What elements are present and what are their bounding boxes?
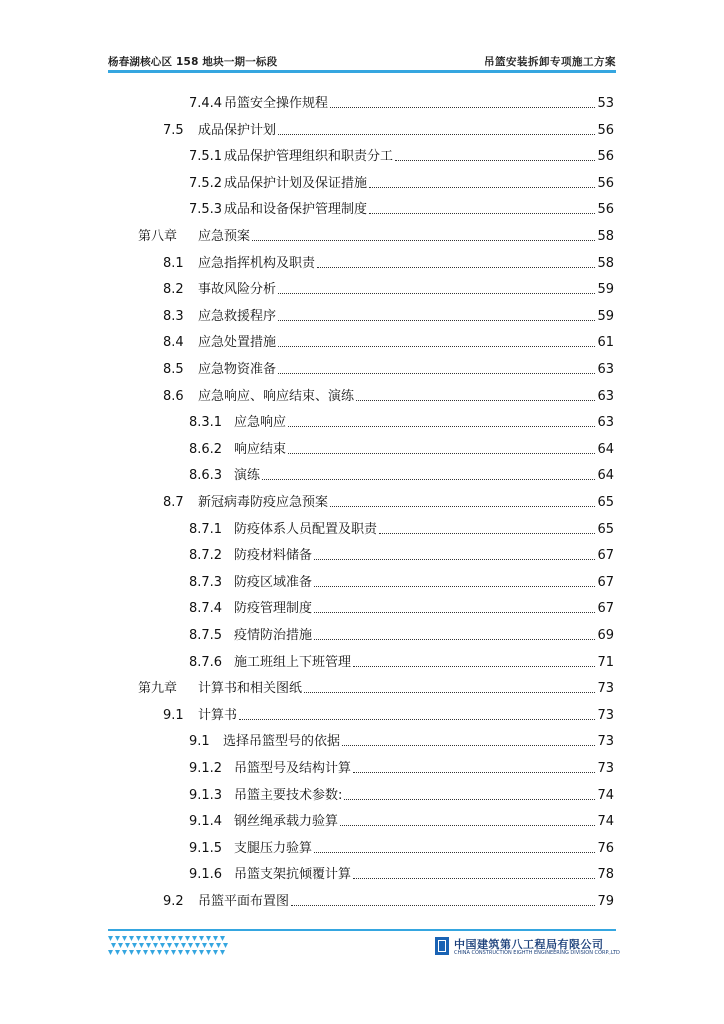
toc-entry[interactable] (189, 571, 614, 591)
toc-leader-dots (314, 851, 595, 853)
toc-leader-dots (353, 665, 595, 667)
toc-entry[interactable] (189, 411, 614, 431)
toc-leader-dots (252, 239, 595, 241)
toc-entry-number: 9.1.3 (189, 787, 223, 803)
toc-entry[interactable] (163, 331, 614, 351)
toc-entry-title: 应急响应 (234, 415, 287, 431)
toc-entry[interactable] (138, 677, 614, 697)
toc-entry-page: 63 (597, 415, 614, 431)
toc-leader-dots (314, 558, 595, 560)
toc-entry-title: 应急处置措施 (198, 335, 277, 351)
toc-entry[interactable] (189, 730, 614, 750)
toc-entry-title: 成品保护计划 (198, 122, 277, 138)
toc-entry-number: 9.1.4 (189, 814, 223, 830)
toc-entry-page: 73 (597, 681, 614, 697)
toc-entry[interactable] (163, 385, 614, 405)
toc-entry[interactable] (163, 305, 614, 325)
toc-entry-title: 吊篮平面布置图 (198, 894, 290, 909)
toc-leader-dots (314, 638, 595, 640)
toc-entry-page: 71 (597, 654, 614, 670)
toc-entry[interactable] (163, 491, 614, 511)
toc-entry-number: 第八章 (138, 229, 178, 244)
toc-entry-number: 8.2 (163, 282, 184, 298)
toc-entry[interactable] (189, 544, 614, 564)
toc-entry-title: 防疫材料储备 (234, 548, 313, 564)
toc-entry-page: 56 (597, 122, 614, 138)
toc-entry-page: 56 (597, 175, 614, 191)
toc-entry-number: 8.6 (163, 388, 184, 404)
toc-entry-title: 防疫管理制度 (234, 601, 313, 617)
toc-entry-title: 应急预案 (198, 229, 251, 244)
toc-leader-dots (344, 798, 595, 800)
toc-entry-page: 53 (597, 96, 614, 111)
toc-leader-dots (353, 771, 595, 773)
toc-entry-number: 8.6.3 (189, 468, 223, 484)
toc-entry-page: 73 (597, 761, 614, 776)
toc-entry-page: 65 (597, 521, 614, 537)
toc-entry[interactable] (163, 278, 614, 298)
toc-entry[interactable] (189, 438, 614, 458)
toc-entry[interactable] (189, 198, 614, 218)
toc-entry-number: 8.6.2 (189, 441, 223, 457)
toc-entry-page: 69 (597, 628, 614, 643)
toc-entry-title: 选择吊篮型号的依据 (223, 734, 341, 750)
toc-entry-title: 计算书 (198, 707, 238, 723)
toc-entry-page: 65 (597, 495, 614, 510)
toc-entry-number: 9.1.6 (189, 867, 223, 883)
toc-leader-dots (291, 904, 595, 906)
toc-entry-page: 58 (597, 229, 614, 244)
toc-entry-number: 9.1.5 (189, 840, 223, 856)
toc-entry-number: 7.5.1 (189, 149, 223, 165)
toc-leader-dots (342, 744, 595, 746)
toc-entry-page: 78 (597, 867, 614, 883)
toc-entry-title: 施工班组上下班管理 (234, 654, 352, 670)
toc-entry[interactable] (163, 119, 614, 139)
page-header (108, 50, 616, 70)
toc-entry-page: 61 (597, 335, 614, 351)
header-document-title: 吊篮安装拆卸专项施工方案 (484, 56, 616, 68)
toc-entry-title: 计算书和相关图纸 (198, 681, 303, 697)
toc-entry[interactable] (189, 92, 614, 112)
toc-leader-dots (288, 452, 595, 454)
toc-entry-number: 8.7 (163, 495, 184, 510)
toc-entry-title: 成品和设备保护管理制度 (224, 202, 368, 218)
page-footer (108, 930, 620, 958)
toc-entry-number: 第九章 (138, 681, 178, 697)
toc-entry-page: 67 (597, 601, 614, 617)
toc-entry-number: 8.3.1 (189, 415, 223, 431)
toc-entry-title: 吊篮主要技术参数: (234, 787, 343, 803)
toc-leader-dots (314, 585, 595, 587)
toc-leader-dots (278, 319, 595, 321)
toc-entry-title: 演练 (234, 468, 261, 484)
toc-entry[interactable] (189, 784, 614, 804)
toc-entry-title: 应急响应、响应结束、演练 (198, 388, 355, 404)
toc-entry-number: 8.4 (163, 335, 184, 351)
toc-leader-dots (340, 824, 595, 826)
toc-entry[interactable] (189, 597, 614, 617)
toc-leader-dots (353, 877, 595, 879)
toc-entry[interactable] (189, 172, 614, 192)
toc-entry-number: 8.5 (163, 362, 184, 377)
toc-entry-page: 67 (597, 574, 614, 590)
toc-entry-number: 7.5.3 (189, 202, 223, 218)
toc-entry-title: 支腿压力验算 (234, 840, 313, 856)
toc-entry-number: 7.4.4 (189, 96, 223, 111)
header-project-name: 杨春湖核心区 158 地块一期一标段 (108, 56, 278, 68)
toc-leader-dots (356, 399, 595, 401)
toc-entry-page: 63 (597, 388, 614, 404)
toc-entry[interactable] (189, 863, 614, 883)
toc-entry-number: 8.1 (163, 255, 184, 271)
toc-entry-title: 吊篮安全操作规程 (224, 96, 329, 111)
toc-leader-dots (330, 106, 595, 108)
toc-leader-dots (369, 186, 595, 188)
toc-entry-title: 防疫体系人员配置及职责 (234, 521, 378, 537)
toc-entry-title: 成品保护管理组织和职责分工 (224, 149, 394, 165)
toc-entry-page: 73 (597, 734, 614, 750)
toc-entry[interactable] (189, 810, 614, 830)
toc-entry-number: 9.2 (163, 894, 184, 909)
toc-entry-page: 56 (597, 202, 614, 218)
toc-entry-page: 59 (597, 308, 614, 324)
toc-entry-page: 74 (597, 787, 614, 803)
toc-entry-title: 成品保护计划及保证措施 (224, 175, 368, 191)
toc-leader-dots (288, 425, 595, 427)
footer-pattern-icon (108, 936, 228, 958)
toc-entry-title: 疫情防治措施 (234, 628, 313, 643)
toc-entry-page: 64 (597, 441, 614, 457)
toc-entry[interactable] (189, 837, 614, 857)
toc-entry-page: 58 (597, 255, 614, 271)
toc-entry-number: 8.3 (163, 308, 184, 324)
toc-leader-dots (304, 691, 595, 693)
toc-entry[interactable] (189, 757, 614, 777)
toc-entry-number: 8.7.3 (189, 574, 223, 590)
toc-entry-title: 吊篮型号及结构计算 (234, 761, 352, 776)
toc-entry-number: 8.7.6 (189, 654, 223, 670)
toc-leader-dots (369, 212, 595, 214)
toc-entry[interactable] (138, 225, 614, 245)
toc-entry-title: 吊篮支架抗倾覆计算 (234, 867, 352, 883)
toc-leader-dots (314, 611, 595, 613)
header-divider (108, 70, 616, 73)
toc-leader-dots (278, 345, 595, 347)
toc-leader-dots (262, 478, 595, 480)
toc-entry-page: 59 (597, 282, 614, 298)
toc-entry-title: 应急指挥机构及职责 (198, 255, 316, 271)
toc-entry[interactable] (189, 464, 614, 484)
toc-entry-number: 8.7.1 (189, 521, 223, 537)
company-name-cn: 中国建筑第八工程局有限公司 (454, 938, 604, 951)
toc-entry[interactable] (163, 358, 614, 378)
toc-leader-dots (395, 159, 595, 161)
toc-leader-dots (379, 532, 595, 534)
toc-entry-page: 67 (597, 548, 614, 564)
toc-entry-page: 73 (597, 707, 614, 723)
toc-leader-dots (278, 372, 595, 374)
toc-leader-dots (278, 133, 595, 135)
toc-leader-dots (278, 292, 595, 294)
toc-entry-page: 64 (597, 468, 614, 484)
toc-entry-title: 事故风险分析 (198, 282, 277, 298)
toc-entry-page: 74 (597, 814, 614, 830)
toc-entry-number: 9.1.2 (189, 761, 223, 776)
toc-entry[interactable] (189, 624, 614, 644)
toc-leader-dots (330, 505, 595, 507)
toc-entry[interactable] (163, 252, 614, 272)
toc-entry-title: 应急物资准备 (198, 362, 277, 377)
toc-entry-number: 8.7.5 (189, 628, 223, 643)
toc-entry[interactable] (189, 518, 614, 538)
company-logo-icon (435, 937, 449, 955)
toc-leader-dots (239, 718, 595, 720)
toc-entry-title: 防疫区域准备 (234, 574, 313, 590)
toc-entry-page: 79 (597, 894, 614, 909)
toc-entry[interactable] (189, 651, 614, 671)
toc-entry-number: 7.5 (163, 122, 184, 138)
toc-entry-title: 应急救援程序 (198, 308, 277, 324)
toc-entry-page: 56 (597, 149, 614, 165)
company-name-en: CHINA CONSTRUCTION EIGHTH ENGINEERING DIVISION CORP.,LTD (454, 950, 620, 956)
toc-entry-page: 63 (597, 362, 614, 377)
toc-entry-number: 8.7.4 (189, 601, 223, 617)
toc-entry[interactable] (189, 145, 614, 165)
toc-entry-title: 新冠病毒防疫应急预案 (198, 495, 329, 510)
toc-leader-dots (317, 266, 595, 268)
toc-entry[interactable] (163, 704, 614, 724)
toc-entry[interactable] (163, 890, 614, 910)
toc-entry-number: 7.5.2 (189, 175, 223, 191)
toc-entry-page: 76 (597, 840, 614, 856)
toc-entry-number: 9.1 (163, 707, 184, 723)
toc-entry-number: 8.7.2 (189, 548, 223, 564)
toc-entry-title: 钢丝绳承载力验算 (234, 814, 339, 830)
toc-entry-number: 9.1 (189, 734, 210, 750)
toc-entry-title: 响应结束 (234, 441, 287, 457)
